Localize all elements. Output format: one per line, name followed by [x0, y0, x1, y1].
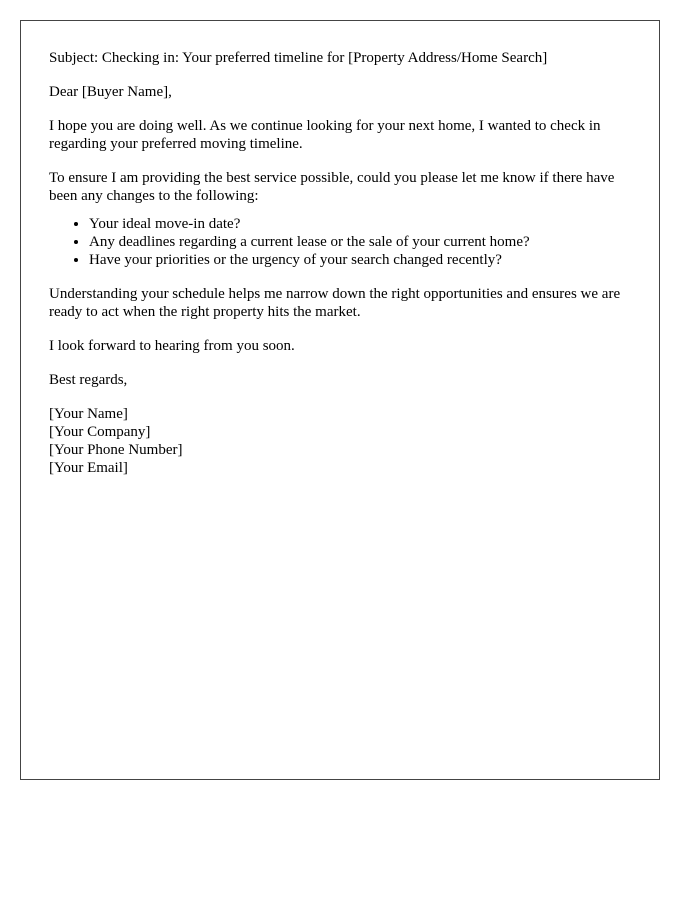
signature-name: [Your Name]: [49, 406, 128, 422]
list-item: • Your ideal move-in date?: [89, 215, 629, 233]
look-forward-line: I look forward to hearing from you soon.: [49, 338, 295, 354]
signature-phone: [Your Phone Number]: [49, 442, 183, 458]
intro-paragraph: I hope you are doing well. As we continue looking for your next home, I wanted to check in regarding your preferred moving timeline.: [49, 118, 601, 152]
signature-block: [49, 405, 629, 477]
closing-paragraph: Understanding your schedule helps me narrow down the right opportunities and ensures we are ready to act when the right property hits the market.: [49, 286, 621, 320]
list-item: • Any deadlines regarding a current lease or the sale of your current home?: [89, 233, 629, 251]
sign-off: Best regards,: [49, 372, 128, 388]
signature-company: [Your Company]: [49, 424, 151, 440]
letter-body: [49, 49, 629, 477]
signature-email: [Your Email]: [49, 460, 128, 476]
questions-list: [49, 215, 629, 269]
request-paragraph: To ensure I am providing the best service possible, could you please let me know if there have been any changes to the following:: [49, 170, 615, 204]
subject-line: Subject: Checking in: Your preferred timeline for [Property Address/Home Search]: [49, 50, 548, 66]
list-item: • Have your priorities or the urgency of your search changed recently?: [89, 251, 629, 269]
greeting: Dear [Buyer Name],: [49, 84, 172, 100]
letter-page: [20, 20, 660, 780]
